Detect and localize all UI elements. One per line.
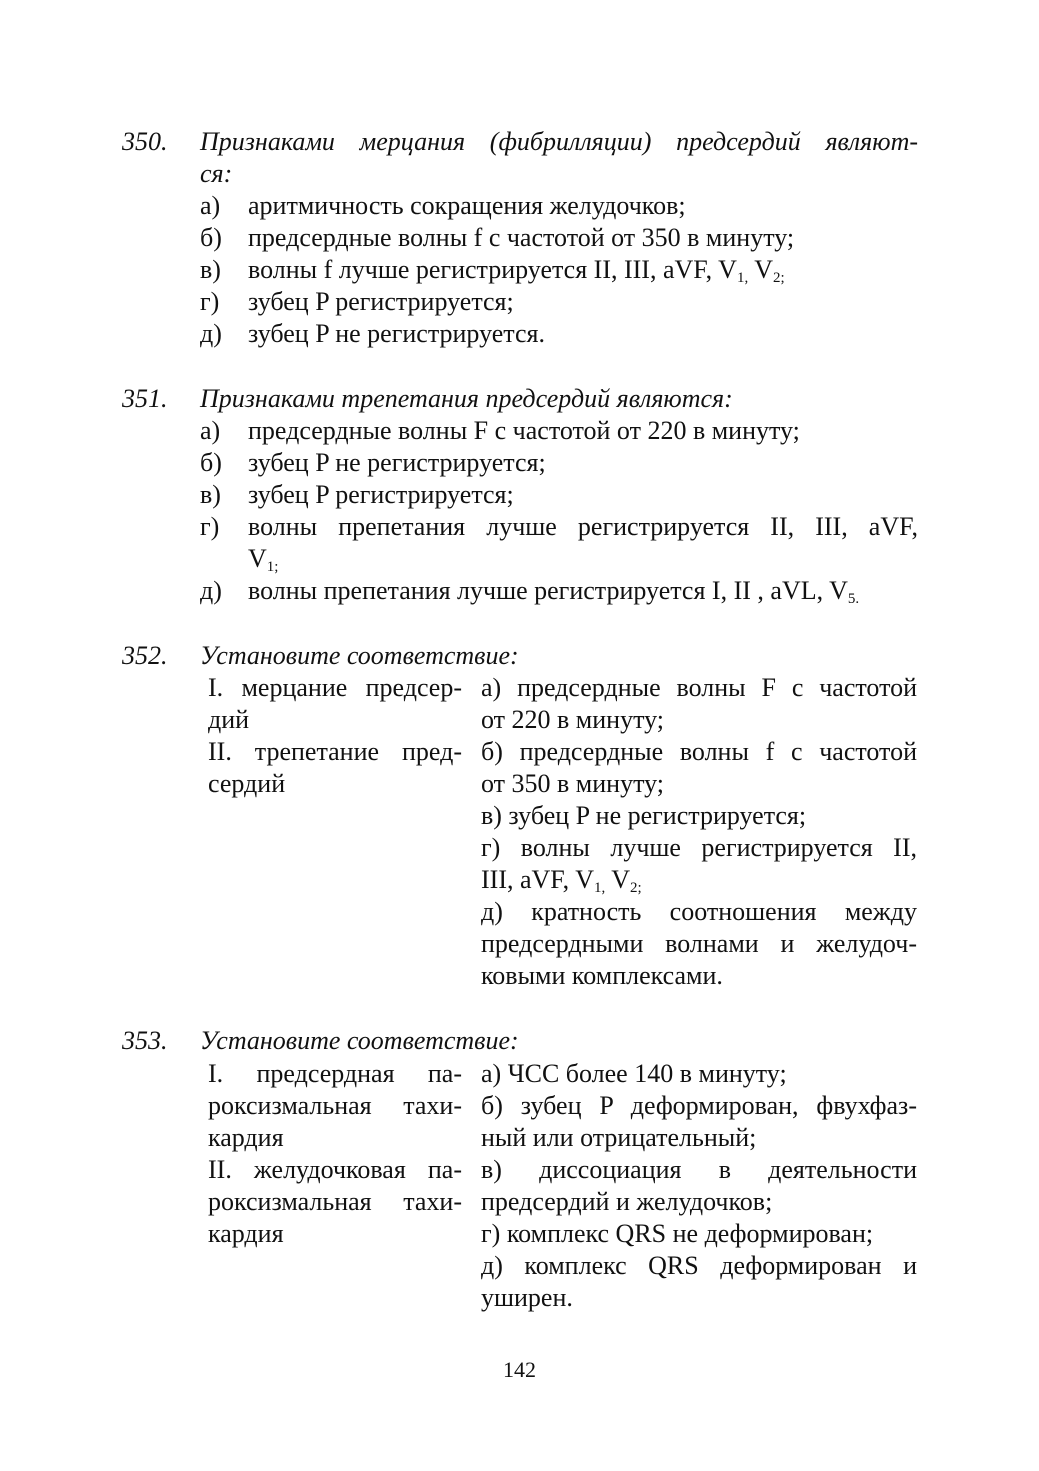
answer-option: в) волны f лучше регистрируется II, III, aVF, $V_{1,}$ $V_{2;}$ bbox=[200, 255, 785, 286]
question-351 bbox=[122, 383, 918, 607]
answer-option: б) предсердные волны f с частотой от 350 в минуту; bbox=[200, 223, 795, 252]
match-left-column: I. предсердная па- роксизмальная тахи- кардия II. желудочковая па- роксизмальная тахи- кардия bbox=[208, 1059, 462, 1248]
answer-option: б) зубец P не регистрируется; bbox=[200, 448, 546, 477]
answer-options bbox=[200, 190, 918, 350]
answer-option: в) зубец P регистрируется; bbox=[200, 480, 514, 509]
answer-option: д) волны препетания лучше регистрируется I, II , aVL, $V_{5.}$ bbox=[200, 576, 860, 607]
answer-option: г) зубец P регистрируется; bbox=[200, 287, 514, 316]
question-350 bbox=[122, 126, 918, 350]
answer-option: д) зубец P не регистрируется. bbox=[200, 319, 545, 348]
page-number: 142 bbox=[503, 1357, 536, 1382]
match-left-column: I. мерцание предсер- дий II. трепетание пред- сердий bbox=[208, 673, 462, 798]
answer-options bbox=[200, 415, 918, 607]
match-right-column: а) ЧСС более 140 в минуту; б) зубец P деформирован, фвухфаз- ный или отрицательный; в) диссоциация в деятельности предсердий и желудочков; г) комплекс QRS не деформирован; д) комплекс QRS деформирован и уширен. bbox=[481, 1059, 917, 1312]
question-text: Установите соответствие: bbox=[200, 1026, 519, 1055]
match-right-column: а) предсердные волны F с частотой от 220 в минуту; б) предсердные волны f с частотой от 350 в минуту; в) зубец P не регистрируется; г) волны лучше регистрируется II, III, aVF, $V_{1,}$ $V_{2;}$ д) кратность соотношения между предсердными волнами и желудоч- ковыми комплексами. bbox=[481, 673, 917, 990]
question-353 bbox=[122, 1025, 918, 1057]
question-352 bbox=[122, 640, 918, 672]
question-text: Признаками мерцания (фибрилляции) предсердий являют- bbox=[200, 127, 918, 156]
question-text: Признаками трепетания предсердий являются: bbox=[200, 384, 733, 413]
question-number: 352. bbox=[122, 641, 168, 670]
question-number: 353. bbox=[122, 1026, 168, 1055]
answer-option: г) волны препетания лучше регистрируется II, III, aVF, $V_{1;}$ bbox=[200, 512, 918, 575]
answer-option: а) аритмичность сокращения желудочков; bbox=[200, 191, 686, 220]
question-number: 350. bbox=[122, 127, 168, 156]
answer-option: а) предсердные волны F с частотой от 220 в минуту; bbox=[200, 416, 800, 445]
question-text: Установите соответствие: bbox=[200, 641, 519, 670]
question-number: 351. bbox=[122, 384, 168, 413]
question-text-continued: ся: bbox=[200, 159, 233, 188]
